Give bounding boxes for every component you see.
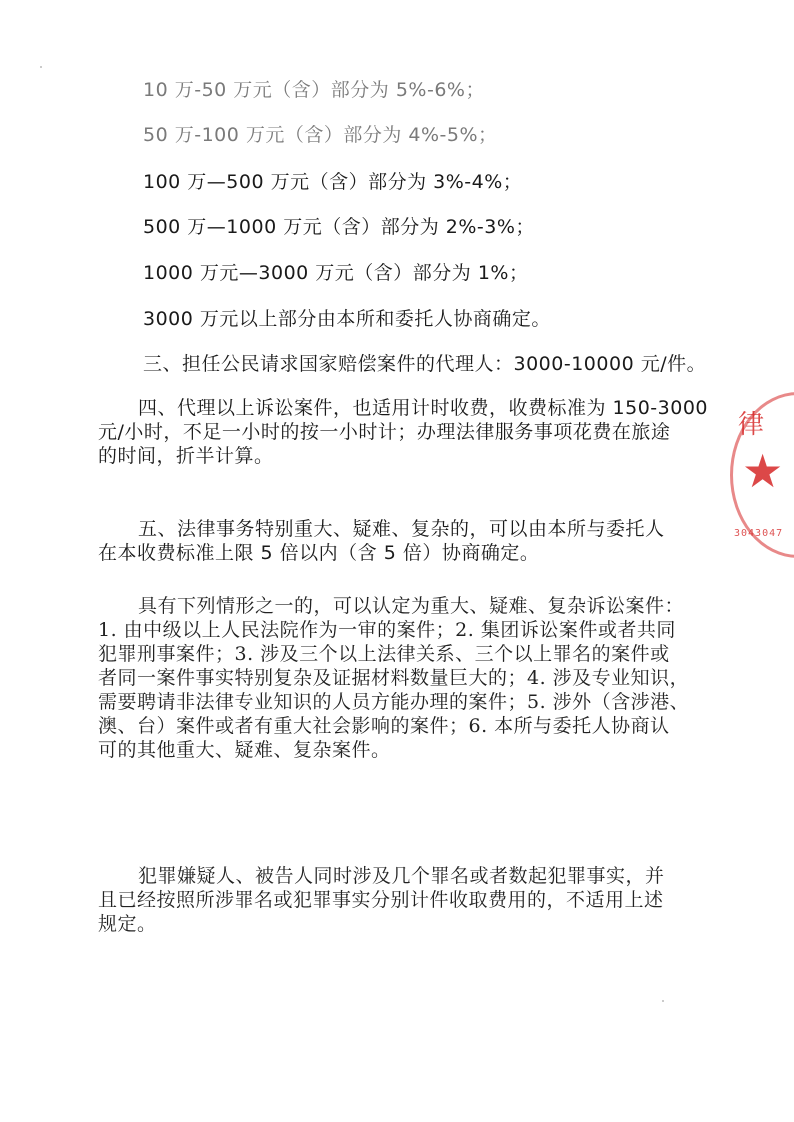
section-5-complex-cases — [98, 517, 718, 565]
criminal-line: 犯罪嫌疑人、被告人同时涉及几个罪名或者数起犯罪事实，并 — [138, 865, 665, 887]
fee-tier-1: 10 万-50 万元（含）部分为 5%-6%； — [143, 79, 485, 101]
criteria-line: 者同一案件事实特别复杂及证据材料数量巨大的；4. 涉及专业知识， — [98, 667, 690, 689]
criteria-line: 具有下列情形之一的，可以认定为重大、疑难、复杂诉讼案件： — [138, 595, 685, 617]
criminal-line: 且已经按照所涉罪名或犯罪事实分别计件收取费用的，不适用上述 — [98, 889, 664, 911]
seal-code: 3043047 — [734, 528, 784, 539]
criteria-line: 可的其他重大、疑难、复杂案件。 — [98, 739, 391, 761]
fee-tier-6: 3000 万元以上部分由本所和委托人协商确定。 — [143, 308, 551, 330]
section-4-line: 的时间，折半计算。 — [98, 445, 274, 467]
section-4-line: 元/小时，不足一小时的按一小时计；办理法律服务事项花费在旅途 — [98, 421, 671, 443]
section-4-hourly-fee — [98, 396, 718, 468]
seal-text: 律 — [738, 410, 765, 440]
scan-speck — [40, 66, 42, 68]
criteria-line: 澳、台）案件或者有重大社会影响的案件；6. 本所与委托人协商认 — [98, 715, 670, 737]
criteria-line: 需要聘请非法律专业知识的人员方能办理的案件；5. 涉外（含涉港、 — [98, 691, 690, 713]
section-5-line: 五、法律事务特别重大、疑难、复杂的，可以由本所与委托人 — [138, 518, 665, 540]
seal-star-icon: ★ — [742, 444, 784, 498]
fee-tier-2: 50 万-100 万元（含）部分为 4%-5%； — [143, 124, 498, 146]
fee-tier-3: 100 万—500 万元（含）部分为 3%-4%； — [143, 171, 523, 193]
fee-tier-4: 500 万—1000 万元（含）部分为 2%-3%； — [143, 216, 535, 238]
section-5-line: 在本收费标准上限 5 倍以内（含 5 倍）协商确定。 — [98, 542, 540, 564]
fee-tier-5: 1000 万元—3000 万元（含）部分为 1%； — [143, 262, 529, 284]
multiple-charges-rule — [98, 864, 718, 936]
criminal-line: 规定。 — [98, 913, 157, 935]
criteria-line: 犯罪刑事案件；3. 涉及三个以上法律关系、三个以上罪名的案件或 — [98, 643, 670, 665]
scan-speck — [662, 1000, 664, 1002]
complex-case-criteria — [98, 594, 718, 762]
criteria-line: 1. 由中级以上人民法院作为一审的案件；2. 集团诉讼案件或者共同 — [98, 619, 676, 641]
official-seal-stamp — [728, 392, 794, 562]
section-3-state-compensation: 三、担任公民请求国家赔偿案件的代理人：3000-10000 元/件。 — [143, 353, 707, 375]
section-4-line: 四、代理以上诉讼案件，也适用计时收费，收费标准为 150-3000 — [138, 397, 709, 419]
